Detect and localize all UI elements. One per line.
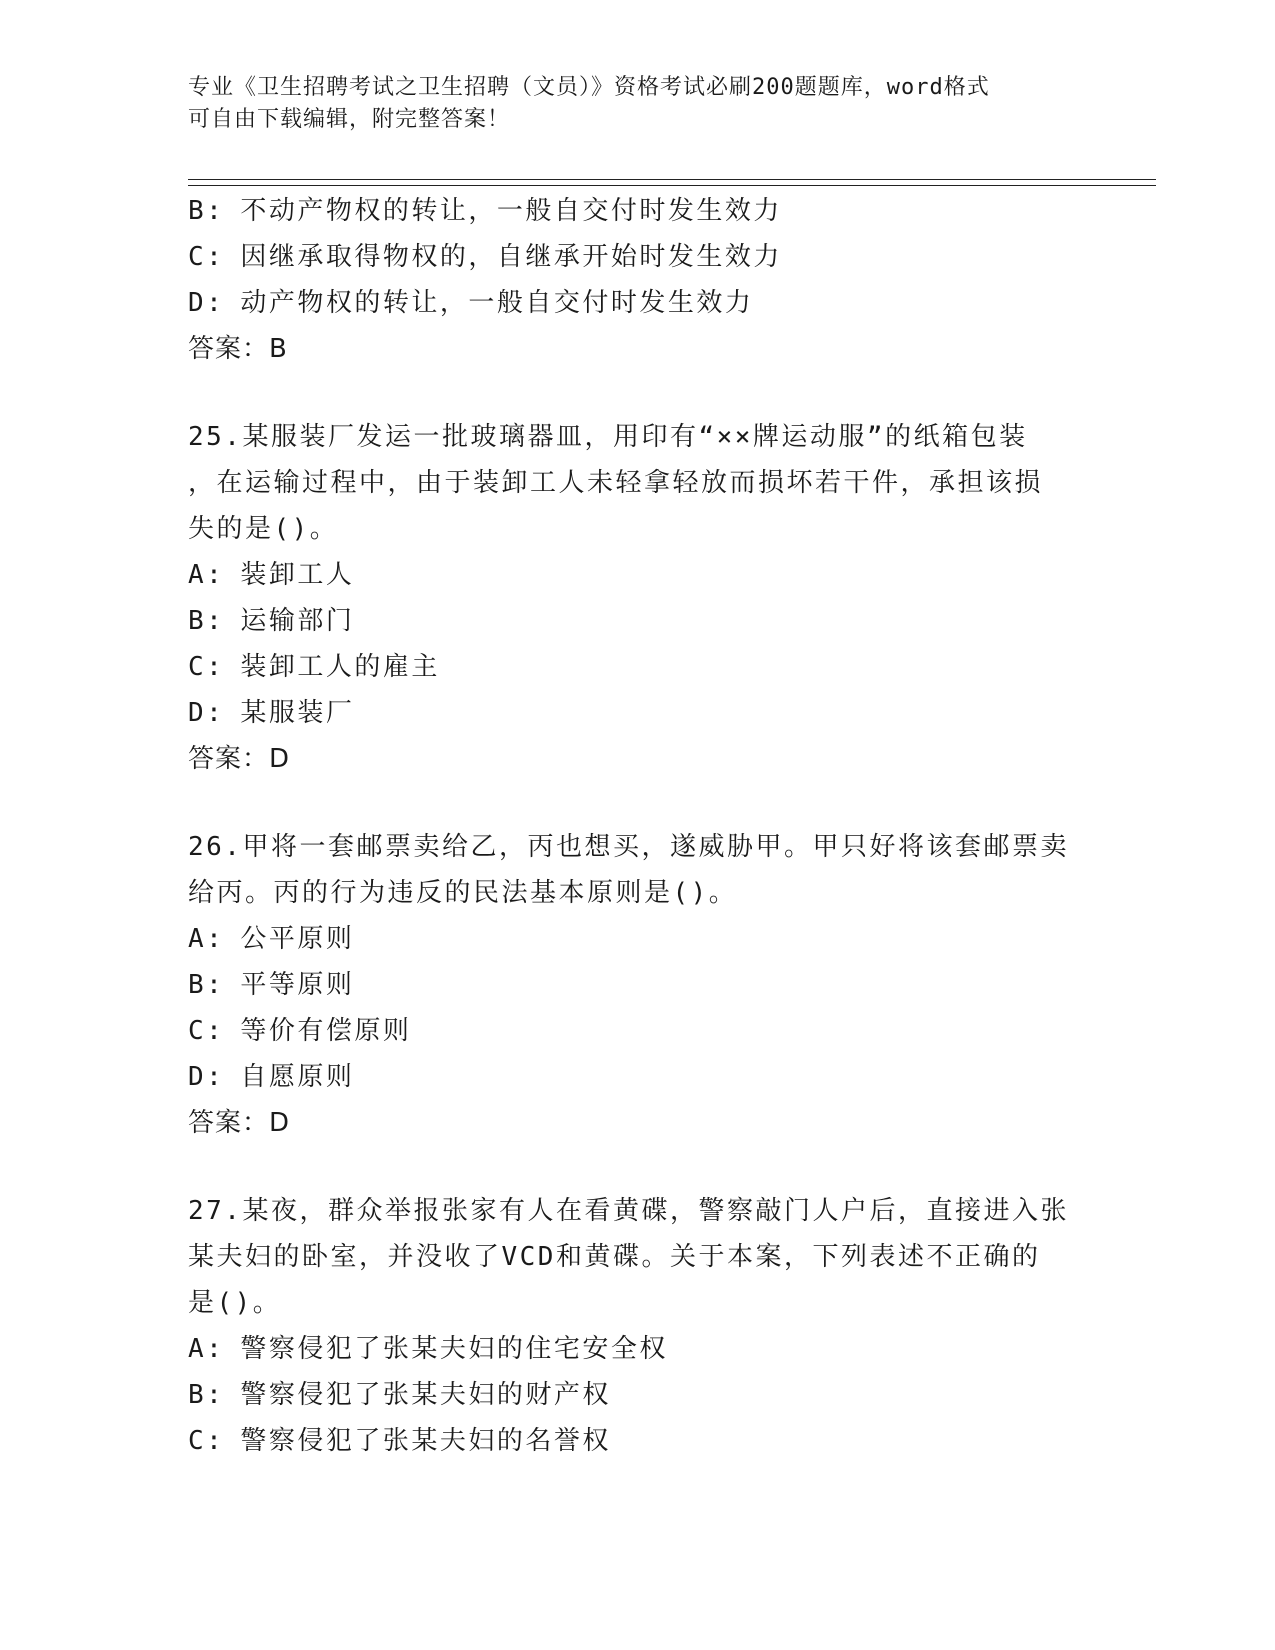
question-25 — [188, 414, 1088, 782]
option-letter: A: — [188, 560, 225, 590]
option-c — [188, 644, 1088, 690]
option-b — [188, 962, 1088, 1008]
option-letter: C: — [188, 1426, 225, 1456]
question-stem-line: 失的是()。 — [188, 514, 339, 544]
answer-line: 答案：D — [188, 1108, 291, 1138]
option-text: 警察侵犯了张某夫妇的财产权 — [240, 1380, 611, 1410]
header-title-line-2: 可自由下载编辑，附完整答案！ — [188, 107, 511, 132]
option-c — [188, 234, 1088, 280]
option-b — [188, 598, 1088, 644]
option-letter: C: — [188, 1016, 225, 1046]
option-text: 装卸工人 — [240, 560, 355, 590]
option-d — [188, 690, 1088, 736]
document-header — [188, 72, 1068, 136]
option-letter: B: — [188, 970, 225, 1000]
option-letter: D: — [188, 1062, 225, 1092]
option-a — [188, 916, 1088, 962]
option-letter: B: — [188, 1380, 225, 1410]
question-stem-line: ，在运输过程中，由于装卸工人未轻拿轻放而损坏若干件，承担该损 — [188, 468, 1044, 498]
option-letter: D: — [188, 698, 225, 728]
option-text: 某服装厂 — [240, 698, 355, 728]
question-26 — [188, 824, 1088, 1146]
option-d — [188, 280, 1088, 326]
option-letter: B: — [188, 606, 225, 636]
option-c — [188, 1418, 1088, 1464]
question-stem-line: 某夫妇的卧室，并没收了VCD和黄碟。关于本案，下列表述不正确的 — [188, 1242, 1041, 1272]
header-divider-bottom — [188, 185, 1156, 186]
option-a — [188, 1326, 1088, 1372]
option-text: 平等原则 — [240, 970, 355, 1000]
header-title-line-1: 专业《卫生招聘考试之卫生招聘（文员）》资格考试必刷200题题库，word格式 — [188, 75, 990, 100]
option-d — [188, 1054, 1088, 1100]
header-divider-top — [188, 179, 1156, 180]
question-27 — [188, 1188, 1088, 1464]
option-letter: D: — [188, 288, 225, 318]
option-letter: B: — [188, 196, 225, 226]
option-text: 自愿原则 — [240, 1062, 355, 1092]
option-letter: C: — [188, 242, 225, 272]
option-text: 运输部门 — [240, 606, 355, 636]
option-text: 装卸工人的雇主 — [240, 652, 440, 682]
question-content — [188, 188, 1088, 1464]
question-stem-line: 27.某夜，群众举报张家有人在看黄碟，警察敲门人户后，直接进入张 — [188, 1196, 1069, 1226]
prev-question — [188, 188, 1088, 372]
option-letter: C: — [188, 652, 225, 682]
option-c — [188, 1008, 1088, 1054]
option-b — [188, 188, 1088, 234]
question-stem-line: 是()。 — [188, 1288, 282, 1318]
option-text: 不动产物权的转让，一般自交付时发生效力 — [240, 196, 782, 226]
answer-line: 答案：D — [188, 744, 291, 774]
option-text: 因继承取得物权的，自继承开始时发生效力 — [240, 242, 782, 272]
option-letter: A: — [188, 1334, 225, 1364]
answer-line: 答案：B — [188, 334, 288, 364]
question-stem-line: 25.某服装厂发运一批玻璃器皿，用印有“××牌运动服”的纸箱包装 — [188, 422, 1028, 452]
question-stem-line: 给丙。丙的行为违反的民法基本原则是()。 — [188, 878, 738, 908]
option-text: 公平原则 — [240, 924, 355, 954]
question-stem-line: 26.甲将一套邮票卖给乙，丙也想买，遂威胁甲。甲只好将该套邮票卖 — [188, 832, 1069, 862]
option-text: 等价有偿原则 — [240, 1016, 412, 1046]
option-a — [188, 552, 1088, 598]
option-text: 警察侵犯了张某夫妇的名誉权 — [240, 1426, 611, 1456]
option-b — [188, 1372, 1088, 1418]
option-text: 动产物权的转让，一般自交付时发生效力 — [240, 288, 754, 318]
option-text: 警察侵犯了张某夫妇的住宅安全权 — [240, 1334, 668, 1364]
option-letter: A: — [188, 924, 225, 954]
